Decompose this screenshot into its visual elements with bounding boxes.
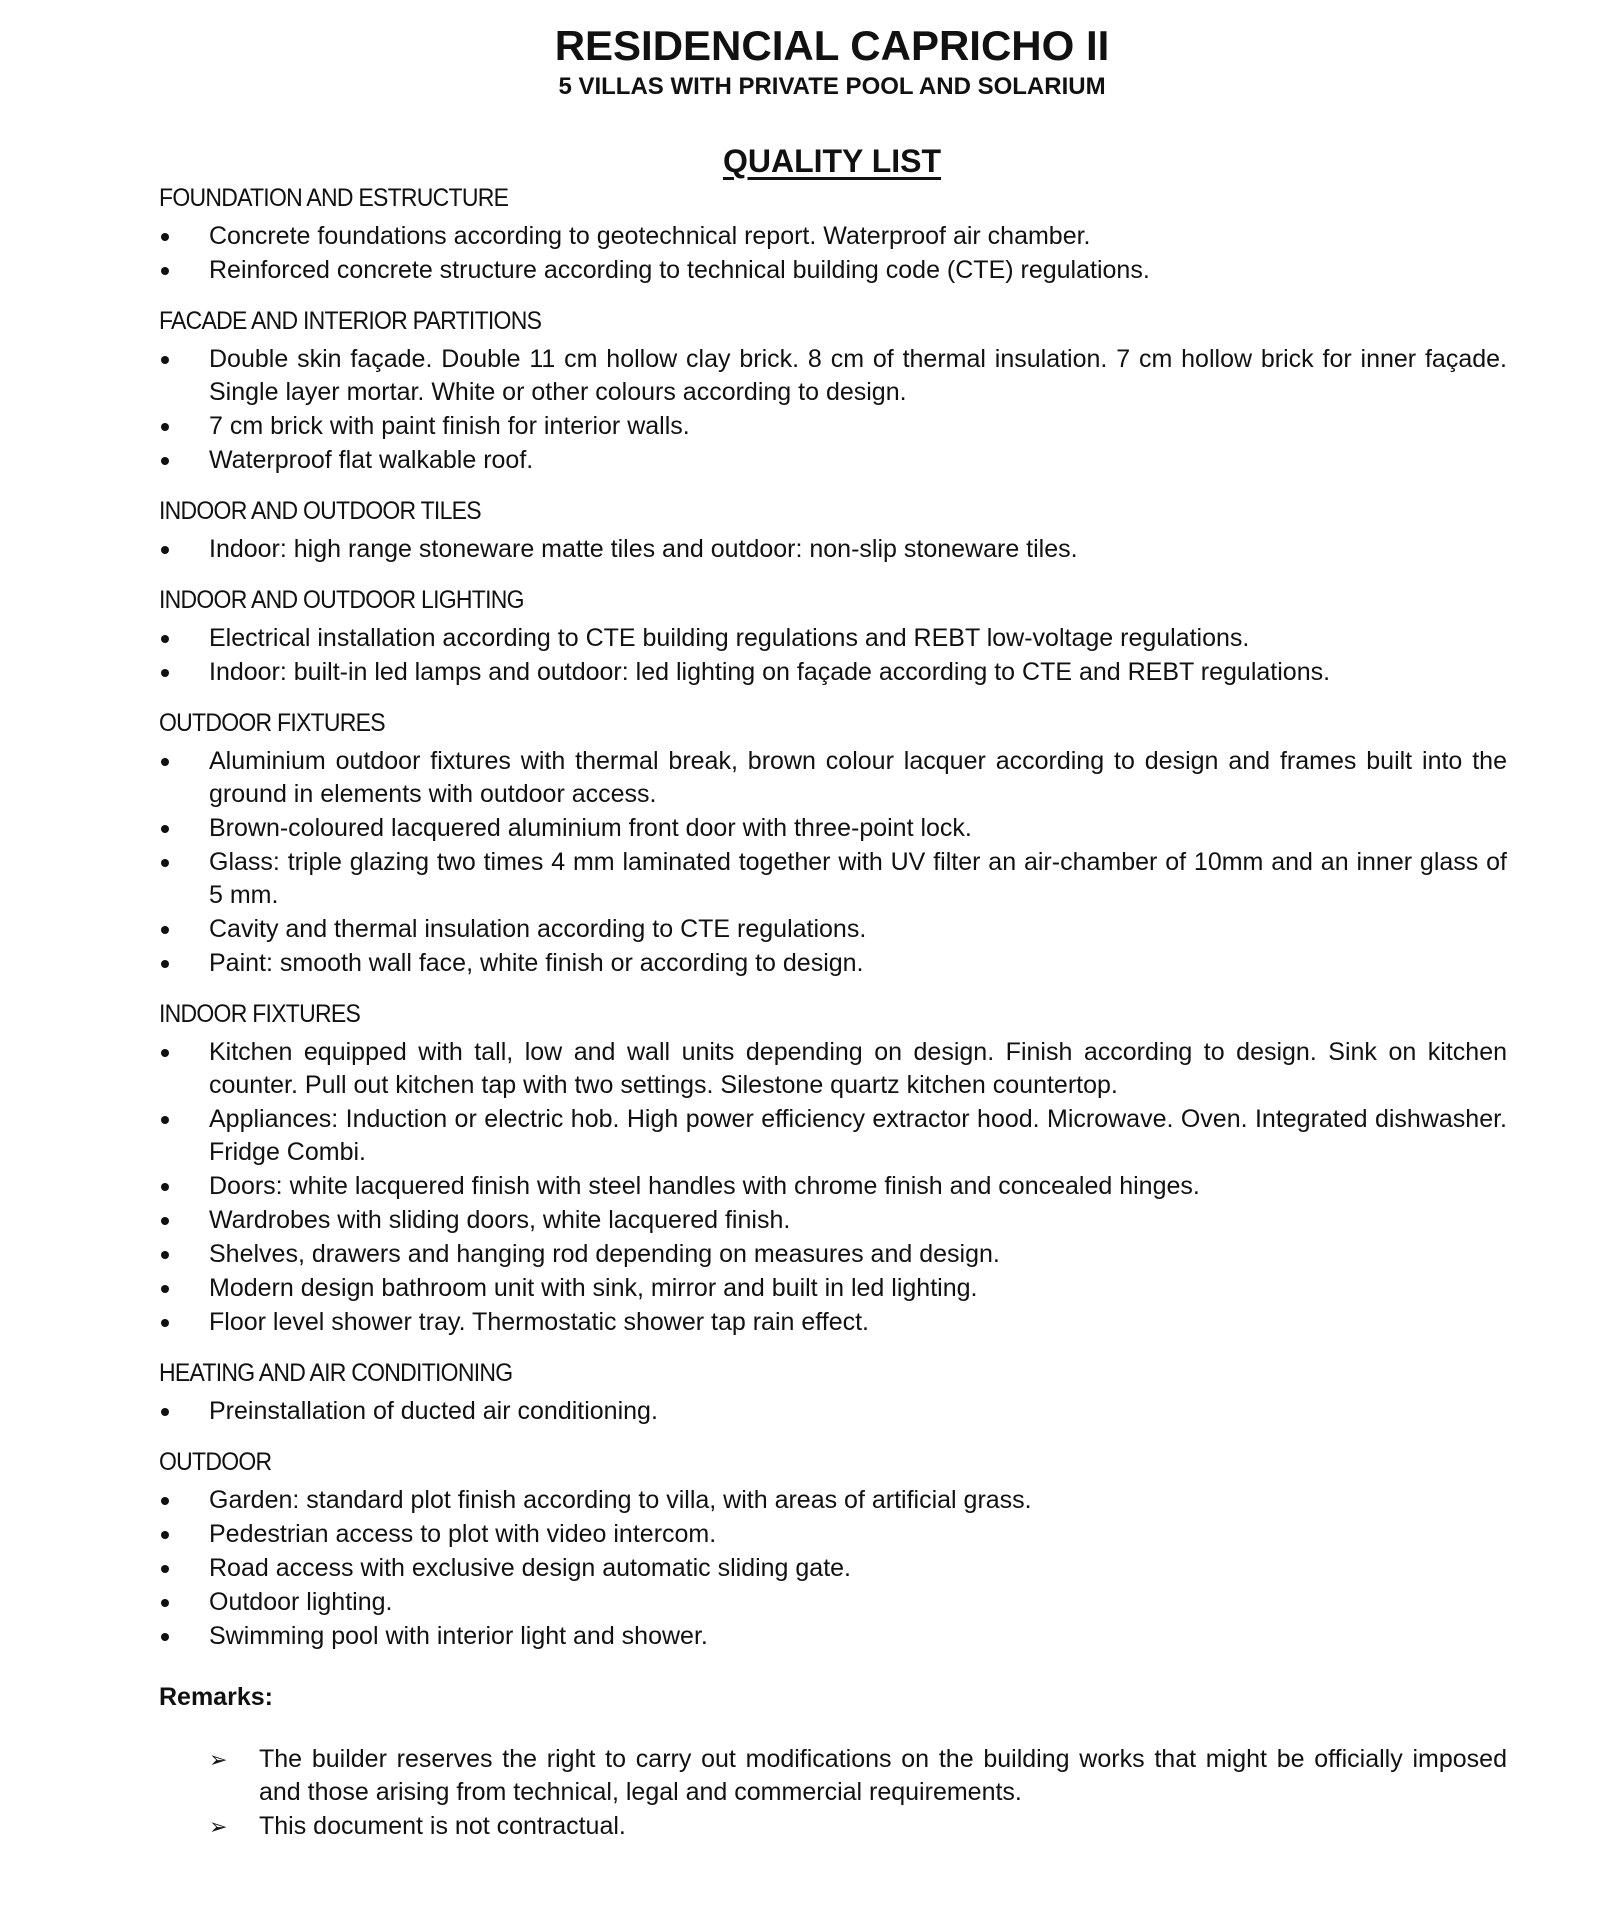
list-item-text: Pedestrian access to plot with video intercom. [209, 1520, 717, 1548]
section-heading: FOUNDATION AND ESTRUCTURE [159, 184, 509, 212]
remark-text: This document is not contractual. [259, 1812, 626, 1840]
list-item-text: Double skin façade. Double 11 cm hollow clay brick. 8 cm of thermal insulation. 7 cm hollow brick for inner façade. Single layer mortar. White or other colours according to design. [209, 345, 1507, 406]
list-item [159, 1484, 1507, 1517]
list-item-text: Electrical installation according to CTE building regulations and REBT low-voltage regulations. [209, 624, 1250, 652]
document-subtitle: 5 VILLAS WITH PRIVATE POOL AND SOLARIUM [558, 73, 1106, 100]
list-item-text: Garden: standard plot finish according to villa, with areas of artificial grass. [209, 1486, 1032, 1514]
section-heading: OUTDOOR [159, 1448, 272, 1476]
list-item-text: Modern design bathroom unit with sink, mirror and built in led lighting. [209, 1274, 978, 1302]
section-heading: INDOOR FIXTURES [159, 1000, 361, 1028]
list-item-text: Glass: triple glazing two times 4 mm laminated together with UV filter an air-chamber of 10mm and an inner glass of 5 mm. [209, 848, 1507, 909]
list-item [159, 220, 1507, 253]
list-item-text: Floor level shower tray. Thermostatic shower tap rain effect. [209, 1308, 869, 1336]
list-item [159, 622, 1507, 655]
section-list [159, 1484, 1507, 1653]
quality-list-title-text: QUALITY LIST [722, 143, 942, 179]
list-item [159, 846, 1507, 912]
list-item [159, 745, 1507, 811]
list-item-text: Doors: white lacquered finish with steel handles with chrome finish and concealed hinges. [209, 1172, 1200, 1200]
section-heading: OUTDOOR FIXTURES [159, 709, 385, 737]
list-item [159, 1204, 1507, 1237]
remark-item [209, 1810, 1507, 1843]
list-item-text: Wardrobes with sliding doors, white lacquered finish. [209, 1206, 791, 1234]
section-list [159, 1036, 1507, 1339]
list-item-text: Road access with exclusive design automatic sliding gate. [209, 1554, 852, 1582]
list-item [159, 343, 1507, 409]
list-item-text: Appliances: Induction or electric hob. High power efficiency extractor hood. Microwave. Oven. Integrated dishwasher. Fridge Combi. [209, 1105, 1507, 1166]
list-item [159, 913, 1507, 946]
list-item [159, 1272, 1507, 1305]
section-list [159, 622, 1507, 689]
list-item [159, 1552, 1507, 1585]
list-item-text: Preinstallation of ducted air conditioning. [209, 1397, 658, 1425]
quality-list-title [0, 142, 1616, 180]
list-item [159, 1586, 1507, 1619]
list-item-text: Outdoor lighting. [209, 1588, 393, 1616]
remarks-list [159, 1743, 1507, 1843]
list-item-text: 7 cm brick with paint finish for interior walls. [209, 412, 690, 440]
list-item [159, 1306, 1507, 1339]
list-item [159, 1170, 1507, 1203]
list-item [159, 254, 1507, 287]
sections-container [159, 182, 1507, 1653]
list-item-text: Aluminium outdoor fixtures with thermal break, brown colour lacquer according to design and frames built into the ground in elements with outdoor access. [209, 747, 1507, 808]
list-item [159, 444, 1507, 477]
list-item-text: Indoor: high range stoneware matte tiles and outdoor: non-slip stoneware tiles. [209, 535, 1078, 563]
section-heading: FACADE AND INTERIOR PARTITIONS [159, 307, 542, 335]
list-item-text: Concrete foundations according to geotechnical report. Waterproof air chamber. [209, 222, 1091, 250]
list-item [159, 1238, 1507, 1271]
document-body [159, 182, 1507, 1844]
document-title: RESIDENCIAL CAPRICHO II [554, 22, 1110, 69]
list-item [159, 410, 1507, 443]
list-item [159, 1036, 1507, 1102]
list-item-text: Cavity and thermal insulation according to CTE regulations. [209, 915, 867, 943]
list-item [159, 1518, 1507, 1551]
section-list [159, 343, 1507, 477]
list-item [159, 812, 1507, 845]
arrow-bullet-icon: ➢ [209, 1747, 228, 1772]
section-list [159, 1395, 1507, 1428]
list-item-text: Reinforced concrete structure according to technical building code (CTE) regulations. [209, 256, 1150, 284]
section-list [159, 220, 1507, 287]
list-item-text: Kitchen equipped with tall, low and wall units depending on design. Finish according to design. Sink on kitchen counter. Pull out kitchen tap with two settings. Silestone quartz kitchen countertop. [209, 1038, 1507, 1099]
list-item [159, 533, 1507, 566]
section-heading: INDOOR AND OUTDOOR LIGHTING [159, 586, 524, 614]
list-item-text: Swimming pool with interior light and shower. [209, 1622, 708, 1650]
remark-text: The builder reserves the right to carry out modifications on the building works that might be officially imposed and those arising from technical, legal and commercial requirements. [259, 1745, 1507, 1806]
list-item [159, 1103, 1507, 1169]
remark-item [209, 1743, 1507, 1809]
list-item [159, 947, 1507, 980]
section-list [159, 533, 1507, 566]
list-item-text: Shelves, drawers and hanging rod depending on measures and design. [209, 1240, 1000, 1268]
list-item [159, 1620, 1507, 1653]
list-item-text: Indoor: built-in led lamps and outdoor: led lighting on façade according to CTE and REBT regulations. [209, 658, 1331, 686]
section-heading: HEATING AND AIR CONDITIONING [159, 1359, 513, 1387]
remarks-heading: Remarks: [159, 1683, 273, 1711]
list-item [159, 1395, 1507, 1428]
section-list [159, 745, 1507, 980]
list-item-text: Brown-coloured lacquered aluminium front door with three-point lock. [209, 814, 972, 842]
list-item [159, 656, 1507, 689]
section-heading: INDOOR AND OUTDOOR TILES [159, 497, 481, 525]
list-item-text: Waterproof flat walkable roof. [209, 446, 534, 474]
arrow-bullet-icon: ➢ [209, 1814, 228, 1839]
list-item-text: Paint: smooth wall face, white finish or according to design. [209, 949, 864, 977]
